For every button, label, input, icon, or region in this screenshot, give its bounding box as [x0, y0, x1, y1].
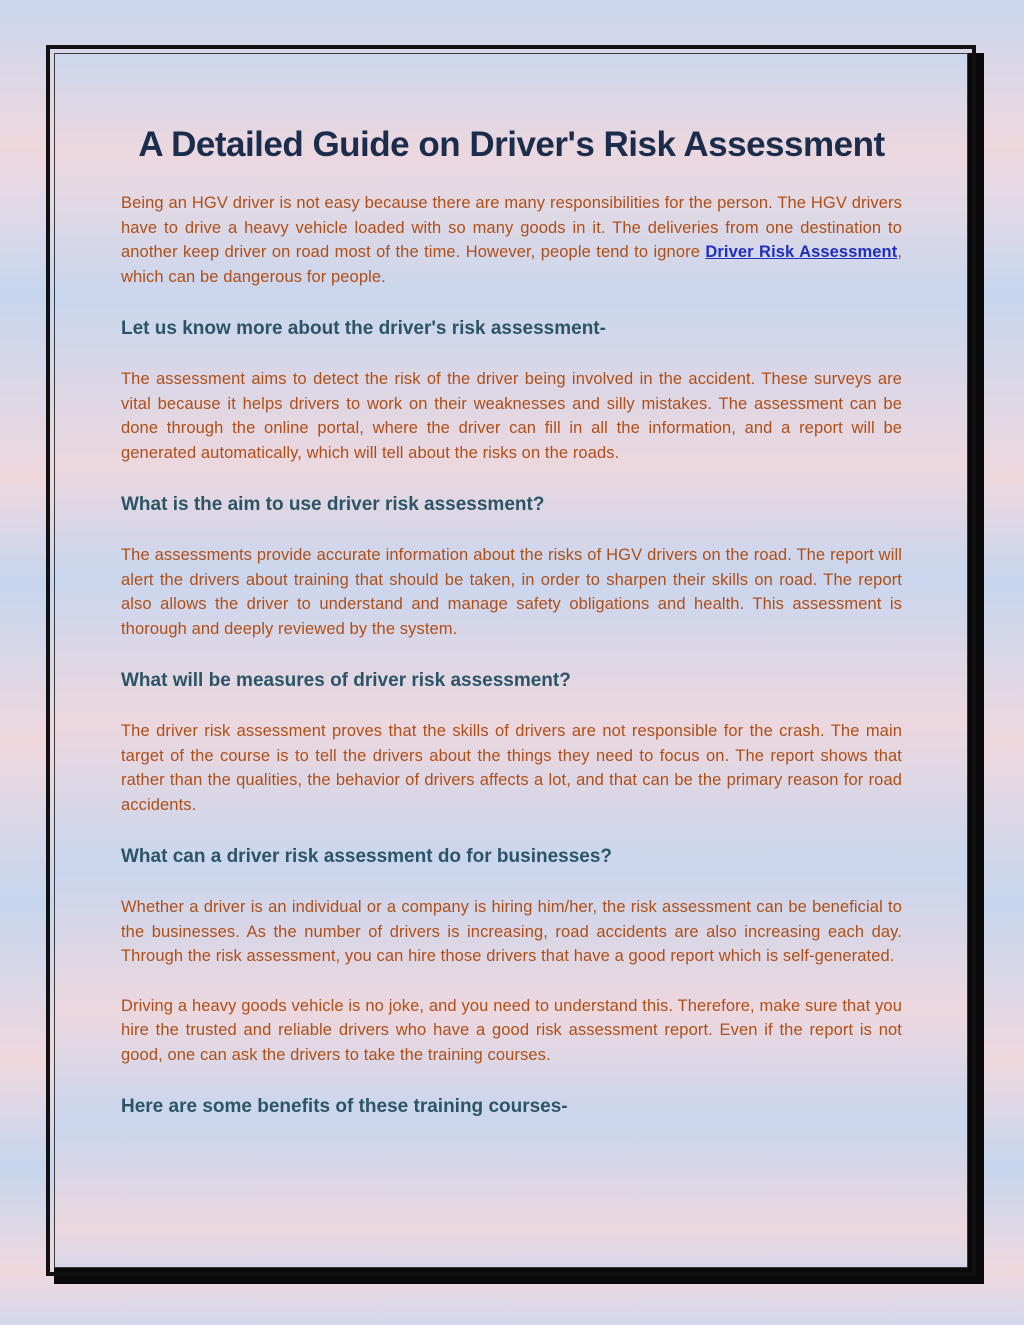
driver-risk-assessment-link[interactable]: Driver Risk Assessment — [705, 243, 898, 261]
section-heading-aim: What is the aim to use driver risk assessment? — [121, 494, 545, 515]
section-paragraph-businesses: Whether a driver is an individual or a company is hiring him/her, the risk assessment can be beneficial to the businesses. As the number of drivers is increasing, road accidents are also increasing each day. Through the risk assessment, you can hire those drivers that have a good report which is self-generated. — [121, 898, 902, 965]
intro-text-after-link: , which can be dangerous for people. — [121, 243, 902, 286]
section-heading-benefits: Here are some benefits of these training courses- — [121, 1096, 568, 1117]
section-heading-businesses: What can a driver risk assessment do for businesses? — [121, 846, 613, 867]
page-title: A Detailed Guide on Driver's Risk Assessment — [138, 125, 885, 164]
intro-text-before-link: Being an HGV driver is not easy because there are many responsibilities for the person. The HGV drivers have to drive a heavy vehicle loaded with so many goods in it. The deliveries from one destination to another keep driver on road most of the time. However, people tend to ignore — [121, 194, 902, 261]
section-paragraph-aim: The assessments provide accurate information about the risks of HGV drivers on the road. The report will alert the drivers about training that should be taken, in order to sharpen their skills on road. The report also allows the driver to understand and manage safety obligations and health. This assessment is thorough and deeply reviewed by the system. — [121, 546, 902, 638]
section-heading-know-more: Let us know more about the driver's risk assessment- — [121, 318, 606, 339]
intro-paragraph — [121, 191, 902, 289]
document-content — [121, 118, 902, 1120]
section-paragraph-hgv-hiring: Driving a heavy goods vehicle is no joke, and you need to understand this. Therefore, make sure that you hire the trusted and reliable drivers who have a good risk assessment report. Even if the report is not good, one can ask the drivers to take the training courses. — [121, 996, 902, 1064]
section-paragraph-measures: The driver risk assessment proves that the skills of drivers are not responsible for the crash. The main target of the course is to tell the drivers about the things they need to focus on. The report shows that rather than the qualities, the behavior of drivers affects a lot, and that can be the primary reason for road accidents. — [121, 722, 902, 814]
section-heading-measures: What will be measures of driver risk assessment? — [121, 670, 571, 691]
section-paragraph-know-more: The assessment aims to detect the risk of the driver being involved in the accident. These surveys are vital because it helps drivers to work on their weaknesses and silly mistakes. The assessment can be done through the online portal, where the driver can fill in all the information, and a report will be generated automatically, which will tell about the risks on the roads. — [121, 370, 902, 462]
